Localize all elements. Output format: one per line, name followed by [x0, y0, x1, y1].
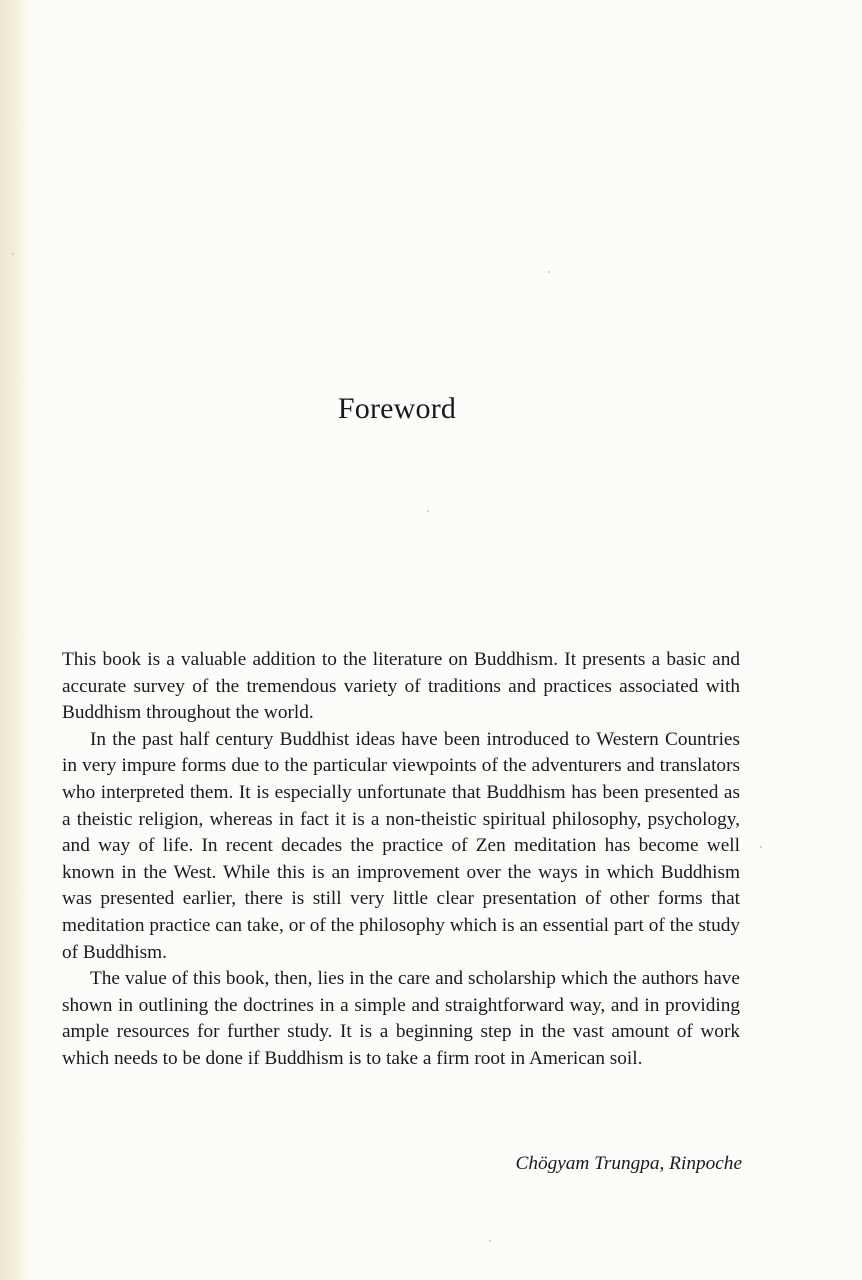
scan-speck: [12, 253, 14, 255]
author-signature: Chögyam Trungpa, Rinpoche: [515, 1153, 742, 1174]
scan-speck: [427, 510, 429, 512]
scan-speck: [489, 1240, 491, 1242]
page-title: Foreword: [337, 392, 457, 425]
foreword-body: [62, 647, 740, 1073]
paragraph-3: The value of this book, then, lies in the care and scholarship which the authors have shown in outlining the doctrines in a simple and straightforward way, and in providing ample resources for further study. It is a beginning step in the vast amount of work which needs to be done if Buddhism is to take a firm root in American soil.: [62, 968, 740, 1069]
paragraph-1: This book is a valuable addition to the literature on Buddhism. It presents a basic and accurate survey of the tremendous variety of traditions and practices associated with Buddhism throughout the world.: [62, 649, 740, 724]
scan-speck: [548, 271, 550, 273]
scan-speck: [760, 846, 762, 848]
page-edge-shading: [0, 0, 34, 1280]
paragraph-2: In the past half century Buddhist ideas have been introduced to Western Countries in very impure forms due to the particular viewpoints of the adventurers and translators who interpreted them. It is especially unfortunate that Buddhism has been presented as a theistic religion, whereas in fact it is a non-theistic spiritual philosophy, psychology, and way of life. In recent decades the practice of Zen meditation has become well known in the West. While this is an improvement over the ways in which Buddhism was presented earlier, there is still very little clear presentation of other forms that meditation practice can take, or of the philosophy which is an essential part of the study of Buddhism.: [62, 728, 740, 963]
